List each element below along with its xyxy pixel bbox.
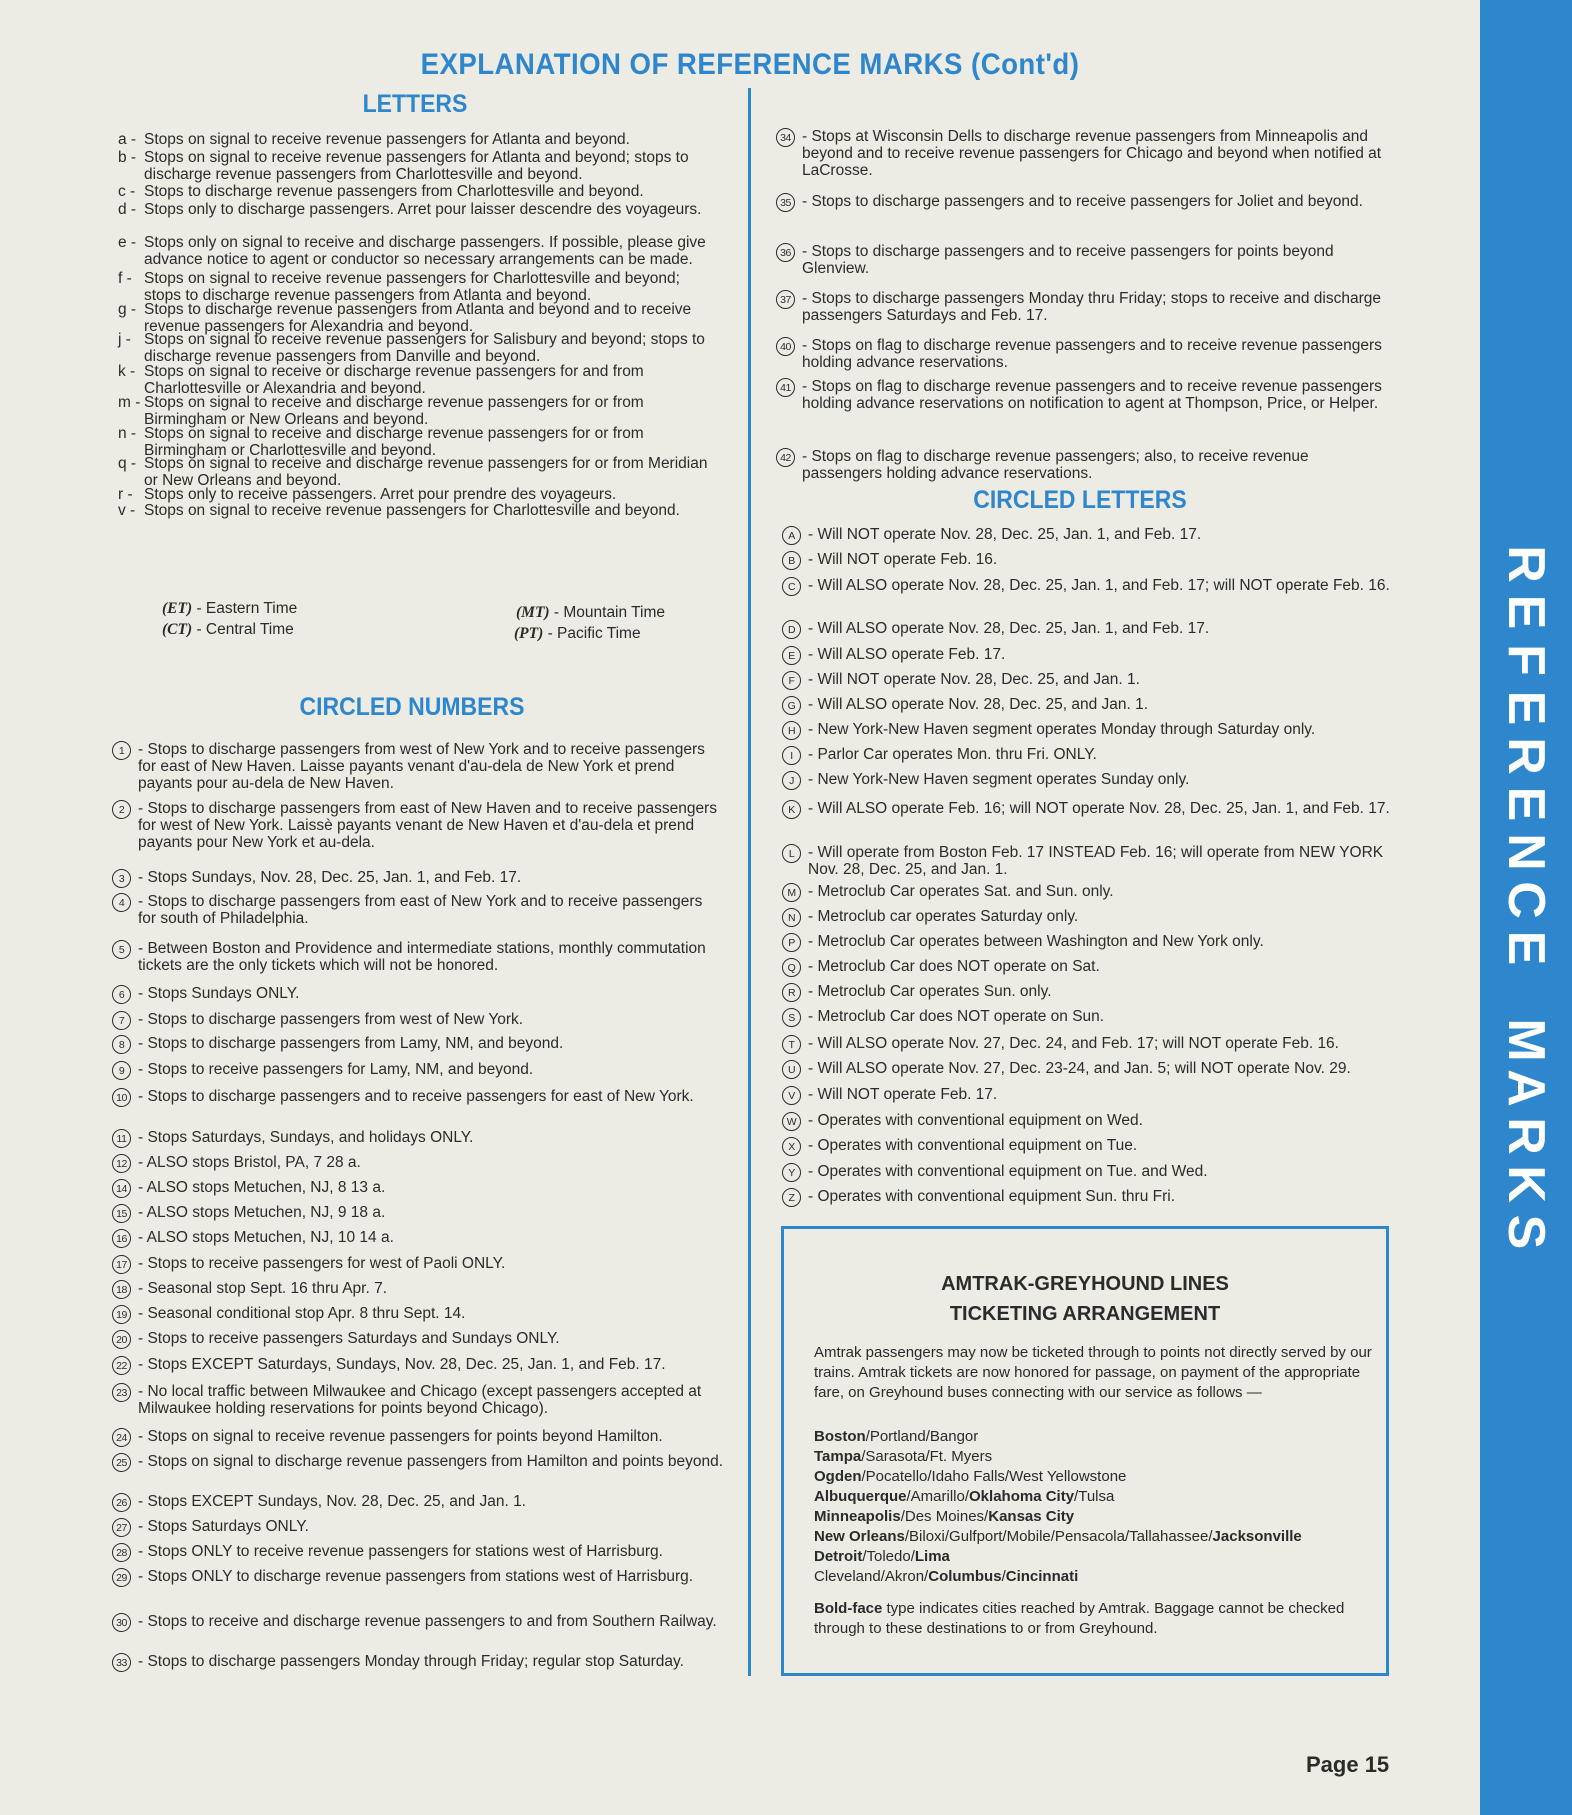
letter-note-c: [118, 183, 718, 200]
circled-number-note-text: - Stops to discharge passengers from east of New York and to receive passengers for south of Philadelphia.: [138, 893, 703, 927]
circled-number-note-text: - ALSO stops Metuchen, NJ, 8 13 a.: [138, 1179, 386, 1196]
circled-letter-note-text: - Will ALSO operate Nov. 27, Dec. 24, and Feb. 17; will NOT operate Feb. 16.: [808, 1035, 1339, 1052]
circled-letter-note-mark: T: [782, 1035, 801, 1054]
circled-number-note-8: [112, 1035, 724, 1052]
circled-number-note-9: [112, 1061, 724, 1078]
circled-letter-note-N: [782, 908, 1394, 925]
letter-note-text: Stops only to discharge passengers. Arret pour laisser descendre des voyageurs.: [144, 201, 702, 218]
circled-letter-note-C: [782, 577, 1394, 594]
circled-letter-note-B: [782, 551, 1394, 568]
circled-number-note-mark: 30: [112, 1613, 131, 1632]
greyhound-city: /Des Moines/: [900, 1508, 989, 1525]
letter-note-g: [118, 301, 718, 335]
circled-letter-note-W: [782, 1112, 1394, 1129]
circled-letter-note-mark: N: [782, 908, 801, 927]
box-note: Bold-face type indicates cities reached by Amtrak. Baggage cannot be checked through to these destinations to or from Greyhound.: [814, 1600, 1345, 1637]
circled-letter-note-D: [782, 620, 1394, 637]
letter-note-mark: f -: [118, 270, 132, 287]
letter-note-text: Stops to discharge revenue passengers from Charlottesville and beyond.: [144, 183, 644, 200]
sidebar-letter: K: [1497, 1165, 1555, 1203]
greyhound-city: /Pocatello/Idaho Falls/West Yellowstone: [861, 1468, 1127, 1485]
circled-letter-note-text: - Operates with conventional equipment on Tue. and Wed.: [808, 1163, 1208, 1180]
tz-pacific: (PT) - Pacific Time: [514, 625, 641, 642]
amtrak-city: Tampa: [814, 1448, 862, 1465]
circled-number-note-text: - Stops on flag to discharge revenue passengers and to receive revenue passengers holding advance reservations.: [802, 337, 1382, 371]
circled-letter-note-text: - Will NOT operate Nov. 28, Dec. 25, and Jan. 1.: [808, 671, 1140, 688]
circled-number-note-text: - Seasonal stop Sept. 16 thru Apr. 7.: [138, 1280, 388, 1297]
circled-number-note-text: - Stops EXCEPT Saturdays, Sundays, Nov. 28, Dec. 25, Jan. 1, and Feb. 17.: [138, 1356, 666, 1373]
circled-letter-note-mark: G: [782, 696, 801, 715]
circled-number-note-text: - Stops on signal to receive revenue passengers for points beyond Hamilton.: [138, 1428, 663, 1445]
circled-number-note-text: - Stops to discharge passengers Monday thru Friday; stops to receive and discharge passengers Saturdays and Feb. 17.: [802, 290, 1381, 324]
sidebar-letter: E: [1497, 594, 1555, 630]
circled-number-note-mark: 33: [112, 1653, 131, 1672]
letter-note-text: Stops on signal to receive and discharge revenue passengers for or from Birmingham or Charlottesville and beyond.: [144, 425, 644, 459]
circled-number-note-mark: 12: [112, 1154, 131, 1173]
circled-letter-note-mark: K: [782, 800, 801, 819]
circled-number-note-mark: 17: [112, 1255, 131, 1274]
letter-note-mark: k -: [118, 363, 136, 380]
circled-letter-note-text: - Will ALSO operate Nov. 27, Dec. 23-24, and Jan. 5; will NOT operate Nov. 29.: [808, 1060, 1351, 1077]
circled-number-note-mark: 22: [112, 1356, 131, 1375]
circled-letter-note-K: [782, 800, 1394, 817]
circled-letter-note-text: - Will ALSO operate Feb. 17.: [808, 646, 1006, 663]
circled-number-note-mark: 29: [112, 1568, 131, 1587]
sidebar-letter: R: [1497, 1117, 1555, 1155]
circled-number-note-text: - Stops to discharge passengers from west of New York and to receive passengers for east of New Haven. Laisse payants venant d'au-dela de New York et prend payants pour au-dela de New Haven.: [138, 741, 705, 792]
circled-number-note-27: [112, 1518, 724, 1535]
sidebar-letter: R: [1497, 737, 1555, 775]
letter-note-text: Stops only to receive passengers. Arret pour prendre des voyageurs.: [144, 486, 617, 503]
letter-note-k: [118, 363, 718, 397]
circled-number-note-16: [112, 1229, 724, 1246]
amtrak-city: Albuquerque: [814, 1488, 907, 1505]
sidebar-letter: M: [1497, 1018, 1555, 1062]
circled-number-note-mark: 8: [112, 1035, 131, 1054]
circled-letter-note-text: - Metroclub car operates Saturday only.: [808, 908, 1079, 925]
circled-letter-note-mark: X: [782, 1137, 801, 1156]
amtrak-city: Lima: [914, 1548, 950, 1565]
circled-number-note-37: [776, 290, 1390, 324]
circled-letter-note-text: - Will NOT operate Feb. 17.: [808, 1086, 998, 1103]
letter-note-mark: a -: [118, 131, 137, 148]
greyhound-city: /Amarillo/: [906, 1488, 970, 1505]
circled-letter-note-text: - Metroclub Car does NOT operate on Sat.: [808, 958, 1100, 975]
letter-note-r: [118, 486, 718, 503]
reference-marks-sidebar: [1480, 0, 1572, 1815]
letter-note-mark: b -: [118, 149, 137, 166]
sidebar-letter: A: [1497, 1069, 1555, 1107]
greyhound-city: /: [1001, 1568, 1006, 1585]
circled-letter-note-H: [782, 721, 1394, 738]
circled-number-note-35: [776, 193, 1390, 210]
letter-note-f: [118, 270, 718, 304]
circled-letter-note-mark: Y: [782, 1163, 801, 1182]
circled-letter-note-text: - Will ALSO operate Nov. 28, Dec. 25, Jan. 1, and Feb. 17; will NOT operate Feb. 16.: [808, 577, 1390, 594]
circled-letter-note-mark: E: [782, 646, 801, 665]
letter-note-b: [118, 149, 718, 183]
circled-number-note-mark: 40: [776, 337, 795, 356]
route-line: [814, 1427, 1374, 1447]
circled-number-note-mark: 4: [112, 893, 131, 912]
letter-note-mark: e -: [118, 234, 137, 251]
letter-note-mark: d -: [118, 201, 137, 218]
circled-number-note-text: - Stops to discharge passengers from east of New Haven and to receive passengers for west of New York. Laissè payants venant de New Haven et d'au-dela et prend payants pour New York et au-dela.: [138, 800, 717, 851]
letter-note-text: Stops on signal to receive revenue passengers for Charlottesville and beyond; stops to discharge revenue passengers from Atlanta and beyond.: [144, 270, 680, 304]
amtrak-city: Jacksonville: [1212, 1528, 1302, 1545]
circled-letter-note-F: [782, 671, 1394, 688]
circled-letter-note-mark: V: [782, 1086, 801, 1105]
circled-number-note-15: [112, 1204, 724, 1221]
circled-number-note-7: [112, 1011, 724, 1028]
letter-note-text: Stops on signal to receive revenue passengers for Atlanta and beyond.: [144, 131, 630, 148]
letter-note-text: Stops only on signal to receive and discharge passengers. If possible, please give advance notice to agent or conductor so necessary arrangements can be made.: [144, 234, 706, 268]
circled-letter-note-V: [782, 1086, 1394, 1103]
circled-letter-note-text: - Operates with conventional equipment Sun. thru Fri.: [808, 1188, 1176, 1205]
circled-number-note-mark: 34: [776, 128, 795, 147]
circled-number-note-text: - Stops to discharge passengers and to receive passengers for points beyond Glenview.: [802, 243, 1334, 277]
circled-number-note-text: - Stops to receive and discharge revenue passengers to and from Southern Railway.: [138, 1613, 717, 1630]
tz-mountain: (MT) - Mountain Time: [516, 604, 666, 621]
sidebar-letter: E: [1497, 786, 1555, 822]
letter-note-mark: j -: [118, 331, 131, 348]
circled-letter-note-mark: Z: [782, 1188, 801, 1207]
circled-number-note-14: [112, 1179, 724, 1196]
circled-letter-note-text: - Will ALSO operate Feb. 16; will NOT operate Nov. 28, Dec. 25, Jan. 1, and Feb. 17.: [808, 800, 1390, 817]
letter-note-d: [118, 201, 718, 218]
sidebar-letter: C: [1497, 881, 1555, 919]
greyhound-city: /Portland/Bangor: [865, 1428, 979, 1445]
circled-number-note-text: - Stops Saturdays, Sundays, and holidays ONLY.: [138, 1129, 474, 1146]
circled-letter-note-T: [782, 1035, 1394, 1052]
letter-note-text: Stops on signal to receive revenue passengers for Atlanta and beyond; stops to discharge revenue passengers from Charlottesville and beyond.: [144, 149, 689, 183]
circled-number-note-text: - Stops on flag to discharge revenue passengers; also, to receive revenue passengers holding advance reservations.: [802, 448, 1309, 482]
route-line: [814, 1547, 1374, 1567]
greyhound-city: Cleveland/Akron/: [814, 1568, 929, 1585]
route-line: [814, 1467, 1374, 1487]
letter-note-mark: v -: [118, 502, 136, 519]
circled-number-note-text: - Between Boston and Providence and intermediate stations, monthly commutation tickets are the only tickets which will not be honored.: [138, 940, 706, 974]
letter-note-text: Stops on signal to receive or discharge revenue passengers for and from Charlottesville or Alexandria and beyond.: [144, 363, 644, 397]
circled-number-note-text: - No local traffic between Milwaukee and Chicago (except passengers accepted at Milwaukee holding reservations for points beyond Chicago).: [138, 1383, 702, 1417]
circled-number-note-text: - Seasonal conditional stop Apr. 8 thru Sept. 14.: [138, 1305, 466, 1322]
circled-number-note-text: - Stops to discharge passengers from Lamy, NM, and beyond.: [138, 1035, 564, 1052]
circled-letter-note-mark: H: [782, 721, 801, 740]
tz-eastern: (ET) - Eastern Time: [162, 600, 298, 617]
circled-letter-note-text: - Will NOT operate Feb. 16.: [808, 551, 998, 568]
circled-number-note-mark: 24: [112, 1428, 131, 1447]
letter-note-q: [118, 455, 718, 489]
circled-number-note-text: - Stops Saturdays ONLY.: [138, 1518, 309, 1535]
circled-letter-note-R: [782, 983, 1394, 1000]
circled-number-note-mark: 16: [112, 1229, 131, 1248]
circled-number-note-text: - Stops Sundays ONLY.: [138, 985, 300, 1002]
circled-letter-note-mark: R: [782, 983, 801, 1002]
circled-number-note-mark: 2: [112, 800, 131, 819]
letter-note-mark: n -: [118, 425, 137, 442]
circled-number-note-3: [112, 869, 724, 886]
sidebar-letter: S: [1497, 1214, 1555, 1250]
circled-letter-note-text: - Will ALSO operate Nov. 28, Dec. 25, Jan. 1, and Feb. 17.: [808, 620, 1210, 637]
page-title: EXPLANATION OF REFERENCE MARKS (Cont'd): [420, 48, 1080, 81]
box-intro: Amtrak passengers may now be ticketed through to points not directly served by our trains. Amtrak tickets are now honored for passage, on payment of the appropriate fare, on Greyhound buses connecting with our service as follows —: [814, 1344, 1372, 1401]
circled-number-note-mark: 42: [776, 448, 795, 467]
letter-note-mark: m -: [118, 394, 141, 411]
greyhound-city: /Biloxi/Gulfport/Mobile/Pensacola/Tallahassee/: [904, 1528, 1213, 1545]
circled-letter-note-mark: Q: [782, 958, 801, 977]
circled-number-note-23: [112, 1383, 724, 1417]
amtrak-city: Detroit: [814, 1548, 863, 1565]
circled-number-note-36: [776, 243, 1390, 277]
circled-letter-note-Y: [782, 1163, 1394, 1180]
circled-letter-note-mark: L: [782, 844, 801, 863]
circled-number-note-mark: 5: [112, 940, 131, 959]
circled-letter-note-S: [782, 1008, 1394, 1025]
circled-number-note-text: - Stops at Wisconsin Dells to discharge revenue passengers from Minneapolis and beyond and to receive revenue passengers for Chicago and beyond when notified at LaCrosse.: [802, 128, 1382, 179]
amtrak-city: Boston: [814, 1428, 866, 1445]
letter-note-text: Stops on signal to receive and discharge revenue passengers for or from Birmingham or New Orleans and beyond.: [144, 394, 644, 428]
circled-number-note-40: [776, 337, 1390, 371]
circled-number-note-text: - Stops on flag to discharge revenue passengers and to receive revenue passengers holding advance reservations on notification to agent at Thompson, Price, or Helper.: [802, 378, 1382, 412]
circled-letter-note-mark: A: [782, 526, 801, 545]
circled-number-note-mark: 26: [112, 1493, 131, 1512]
circled-number-note-text: - ALSO stops Bristol, PA, 7 28 a.: [138, 1154, 361, 1171]
circled-letter-note-text: - Metroclub Car operates Sat. and Sun. only.: [808, 883, 1114, 900]
circled-letter-note-mark: P: [782, 933, 801, 952]
circled-number-note-mark: 41: [776, 378, 795, 397]
circled-letter-note-text: - Will operate from Boston Feb. 17 INSTEAD Feb. 16; will operate from NEW YORK Nov. 28, Dec. 25, and Jan. 1.: [808, 844, 1384, 878]
circled-letter-note-mark: U: [782, 1060, 801, 1079]
circled-number-note-mark: 28: [112, 1543, 131, 1562]
circled-letter-note-mark: F: [782, 671, 801, 690]
circled-number-note-mark: 27: [112, 1518, 131, 1537]
route-line: [814, 1487, 1374, 1507]
circled-number-note-41: [776, 378, 1390, 412]
circled-number-note-25: [112, 1453, 724, 1470]
circled-number-note-6: [112, 985, 724, 1002]
circled-number-note-mark: 6: [112, 985, 131, 1004]
route-line: [814, 1447, 1374, 1467]
circled-number-note-text: - Stops Sundays, Nov. 28, Dec. 25, Jan. 1, and Feb. 17.: [138, 869, 522, 886]
circled-number-note-33: [112, 1653, 724, 1670]
circled-number-note-mark: 25: [112, 1453, 131, 1472]
circled-letter-note-X: [782, 1137, 1394, 1154]
circled-letter-note-mark: M: [782, 883, 801, 902]
circled-letter-note-M: [782, 883, 1394, 900]
circled-letter-note-mark: I: [782, 746, 801, 765]
circled-number-note-mark: 9: [112, 1061, 131, 1080]
circled-number-note-30: [112, 1613, 724, 1630]
circled-letter-note-mark: D: [782, 620, 801, 639]
circled-number-note-text: - Stops to discharge passengers Monday through Friday; regular stop Saturday.: [138, 1653, 684, 1670]
circled-number-note-mark: 7: [112, 1011, 131, 1030]
circled-number-note-2: [112, 800, 724, 851]
greyhound-city: /Sarasota/Ft. Myers: [861, 1448, 993, 1465]
sidebar-letter: E: [1497, 930, 1555, 966]
circled-number-note-text: - ALSO stops Metuchen, NJ, 10 14 a.: [138, 1229, 394, 1246]
circled-number-note-text: - Stops to receive passengers Saturdays and Sundays ONLY.: [138, 1330, 560, 1347]
circled-number-note-text: - Stops to receive passengers for Lamy, NM, and beyond.: [138, 1061, 534, 1078]
circled-letter-note-text: - Operates with conventional equipment on Wed.: [808, 1112, 1143, 1129]
circled-letter-note-Q: [782, 958, 1394, 975]
circled-letter-note-text: - Will ALSO operate Nov. 28, Dec. 25, and Jan. 1.: [808, 696, 1149, 713]
circled-number-note-10: [112, 1088, 724, 1105]
circled-letter-note-text: - New York-New Haven segment operates Sunday only.: [808, 771, 1190, 788]
circled-letter-note-mark: J: [782, 771, 801, 790]
circled-number-note-text: - Stops ONLY to receive revenue passengers for stations west of Harrisburg.: [138, 1543, 663, 1560]
circled-letter-note-G: [782, 696, 1394, 713]
circled-number-note-mark: 23: [112, 1383, 131, 1402]
circled-number-note-mark: 37: [776, 290, 795, 309]
circled-number-note-text: - Stops to discharge passengers and to receive passengers for Joliet and beyond.: [802, 193, 1363, 210]
circled-number-note-mark: 20: [112, 1330, 131, 1349]
amtrak-city: Minneapolis: [814, 1508, 901, 1525]
sidebar-letter: N: [1497, 833, 1555, 871]
amtrak-city: Ogden: [814, 1468, 862, 1485]
letter-note-text: Stops on signal to receive revenue passengers for Salisbury and beyond; stops to discharge revenue passengers from Danville and beyond.: [144, 331, 705, 365]
amtrak-city: Oklahoma City: [969, 1488, 1075, 1505]
greyhound-ticketing-box: [781, 1226, 1389, 1676]
letters-heading: LETTERS: [362, 90, 468, 118]
circled-number-note-mark: 10: [112, 1088, 131, 1107]
letter-note-n: [118, 425, 718, 459]
circled-numbers-heading: CIRCLED NUMBERS: [299, 693, 525, 721]
letter-note-text: Stops to discharge revenue passengers from Atlanta and beyond and to receive revenue passengers for Alexandria and beyond.: [144, 301, 692, 335]
circled-number-note-text: - Stops to discharge passengers and to receive passengers for east of New York.: [138, 1088, 694, 1105]
letter-note-mark: q -: [118, 455, 137, 472]
circled-number-note-34: [776, 128, 1390, 179]
circled-letter-note-mark: S: [782, 1008, 801, 1027]
route-line: [814, 1507, 1374, 1527]
circled-letter-note-text: - Metroclub Car does NOT operate on Sun.: [808, 1008, 1105, 1025]
letter-note-a: [118, 131, 718, 148]
circled-letter-note-mark: W: [782, 1112, 801, 1131]
amtrak-city: New Orleans: [814, 1528, 905, 1545]
circled-number-note-42: [776, 448, 1390, 482]
circled-letter-note-I: [782, 746, 1394, 763]
circled-number-note-mark: 15: [112, 1204, 131, 1223]
greyhound-city: /Toledo/: [862, 1548, 915, 1565]
circled-letter-note-A: [782, 526, 1394, 543]
circled-number-note-22: [112, 1356, 724, 1373]
circled-number-note-12: [112, 1154, 724, 1171]
letter-note-mark: r -: [118, 486, 133, 503]
circled-number-note-mark: 35: [776, 193, 795, 212]
letter-note-text: Stops on signal to receive and discharge revenue passengers for or from Meridian or New Orleans and beyond.: [144, 455, 708, 489]
circled-letter-note-text: - Will NOT operate Nov. 28, Dec. 25, Jan. 1, and Feb. 17.: [808, 526, 1202, 543]
box-title-line2: TICKETING ARRANGEMENT: [949, 1303, 1221, 1325]
circled-number-note-18: [112, 1280, 724, 1297]
amtrak-city: Cincinnati: [1005, 1568, 1079, 1585]
circled-letter-note-mark: C: [782, 577, 801, 596]
circled-letter-note-P: [782, 933, 1394, 950]
circled-letter-note-E: [782, 646, 1394, 663]
tz-central: (CT) - Central Time: [162, 621, 294, 638]
circled-number-note-29: [112, 1568, 724, 1585]
circled-number-note-17: [112, 1255, 724, 1272]
letter-note-text: Stops on signal to receive revenue passengers for Charlottesville and beyond.: [144, 502, 680, 519]
circled-letter-note-text: - Metroclub Car operates Sun. only.: [808, 983, 1052, 1000]
box-title-line1: AMTRAK-GREYHOUND LINES: [941, 1273, 1229, 1295]
circled-letter-note-Z: [782, 1188, 1394, 1205]
circled-number-note-20: [112, 1330, 724, 1347]
circled-letter-note-J: [782, 771, 1394, 788]
sidebar-letter: E: [1497, 690, 1555, 726]
circled-number-note-text: - Stops to discharge passengers from west of New York.: [138, 1011, 524, 1028]
circled-number-note-11: [112, 1129, 724, 1146]
circled-number-note-text: - Stops ONLY to discharge revenue passengers from stations west of Harrisburg.: [138, 1568, 694, 1585]
circled-number-note-text: - ALSO stops Metuchen, NJ, 9 18 a.: [138, 1204, 386, 1221]
route-list: [814, 1427, 1374, 1587]
circled-letter-note-L: [782, 844, 1394, 878]
circled-number-note-28: [112, 1543, 724, 1560]
circled-number-note-mark: 19: [112, 1305, 131, 1324]
sidebar-letter: F: [1497, 644, 1555, 676]
circled-number-note-24: [112, 1428, 724, 1445]
sidebar-letter: R: [1497, 545, 1555, 583]
circled-number-note-mark: 1: [112, 741, 131, 760]
circled-letter-note-text: - Operates with conventional equipment on Tue.: [808, 1137, 1138, 1154]
circled-number-note-26: [112, 1493, 724, 1510]
circled-letter-note-U: [782, 1060, 1394, 1077]
page-number: Page 15: [1306, 1752, 1390, 1777]
circled-number-note-mark: 36: [776, 243, 795, 262]
letter-note-e: [118, 234, 718, 268]
circled-number-note-19: [112, 1305, 724, 1322]
circled-number-note-mark: 11: [112, 1129, 131, 1148]
amtrak-city: Kansas City: [988, 1508, 1075, 1525]
circled-number-note-text: - Stops EXCEPT Sundays, Nov. 28, Dec. 25, and Jan. 1.: [138, 1493, 526, 1510]
letter-note-v: [118, 502, 718, 519]
circled-number-note-text: - Stops to receive passengers for west of Paoli ONLY.: [138, 1255, 506, 1272]
letter-note-m: [118, 394, 718, 428]
route-line: [814, 1567, 1374, 1587]
amtrak-city: Columbus: [928, 1568, 1002, 1585]
letter-note-mark: c -: [118, 183, 136, 200]
circled-number-note-mark: 18: [112, 1280, 131, 1299]
circled-number-note-5: [112, 940, 724, 974]
circled-number-note-mark: 3: [112, 869, 131, 888]
greyhound-city: /Tulsa: [1074, 1488, 1115, 1505]
circled-letter-note-mark: B: [782, 551, 801, 570]
circled-number-note-1: [112, 741, 724, 792]
letter-note-mark: g -: [118, 301, 137, 318]
circled-letters-heading: CIRCLED LETTERS: [973, 486, 1187, 514]
letter-note-j: [118, 331, 718, 365]
circled-number-note-mark: 14: [112, 1179, 131, 1198]
circled-letter-note-text: - Parlor Car operates Mon. thru Fri. ONLY.: [808, 746, 1097, 763]
circled-letter-note-text: - New York-New Haven segment operates Monday through Saturday only.: [808, 721, 1316, 738]
circled-number-note-4: [112, 893, 724, 927]
circled-number-note-text: - Stops on signal to discharge revenue passengers from Hamilton and points beyond.: [138, 1453, 724, 1470]
column-divider: [748, 88, 751, 1676]
route-line: [814, 1527, 1374, 1547]
circled-letter-note-text: - Metroclub Car operates between Washington and New York only.: [808, 933, 1264, 950]
